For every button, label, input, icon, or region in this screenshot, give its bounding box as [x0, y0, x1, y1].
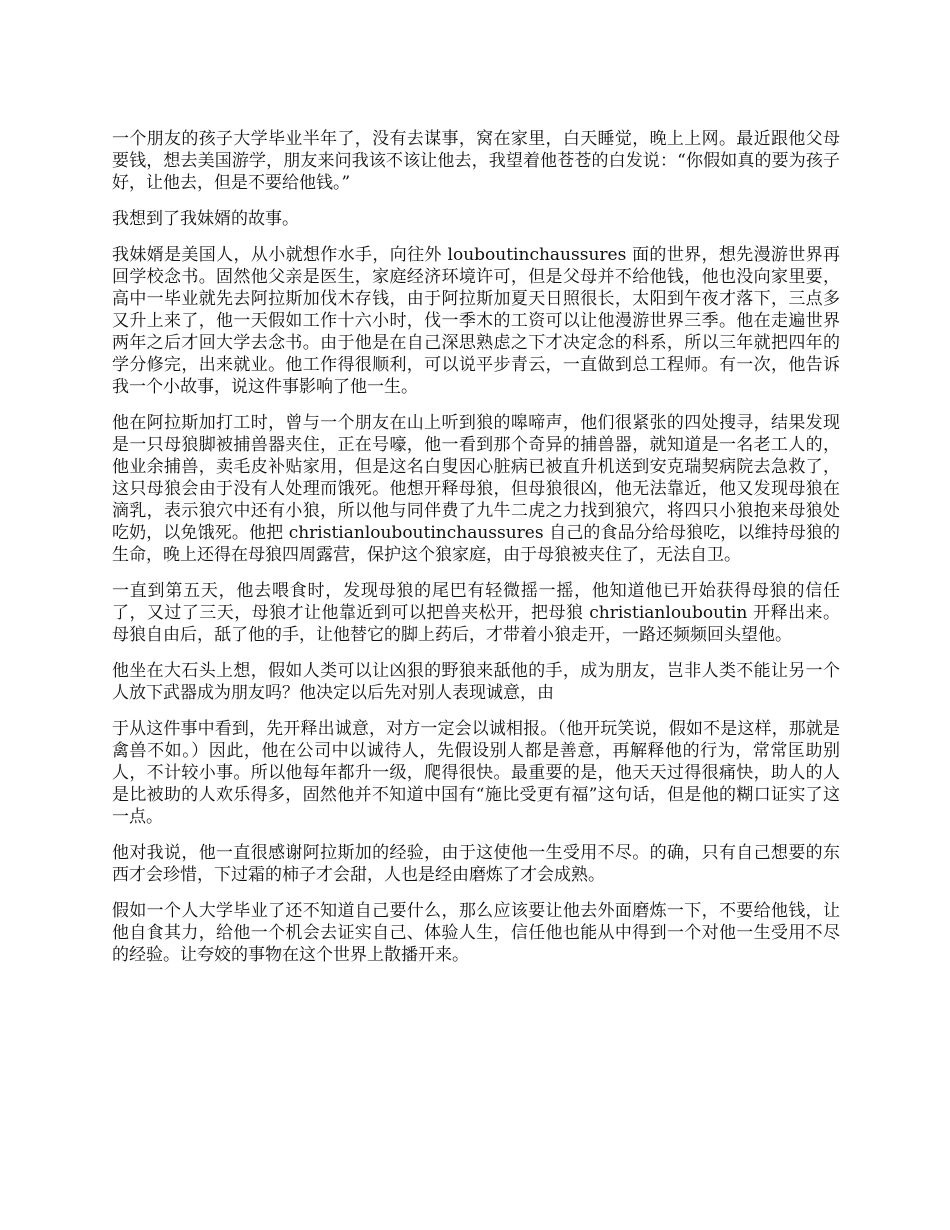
paragraph-1: 一个朋友的孩子大学毕业半年了，没有去谋事，窝在家里，白天睡觉，晚上上网。最近跟他父母要钱，想去美国游学，朋友来问我该不该让他去，我望着他苍苍的白发说：“你假如真的要为孩子好，让他去，但是不要给他钱。”: [112, 129, 840, 193]
paragraph-3: 我妹婿是美国人，从小就想作水手，向往外 louboutinchaussures 面的世界，想先漫游世界再回学校念书。固然他父亲是医生，家庭经济环境许可，但是父母并不给他钱，他也没向家里要，高中一毕业就先去阿拉斯加伐木存钱，由于阿拉斯加夏天日照很长，太阳到午夜才落下，三点多又升上来了，他一天假如工作十六小时，伐一季木的工资可以让他漫游世界三季。他在走遍世界两年之后才回大学去念书。由于他是在自己深思熟虑之下才决定念的科系，所以三年就把四年的学分修完，出来就业。他工作得很顺利，可以说平步青云，一直做到总工程师。有一次，他告诉我一个小故事，说这件事影响了他一生。: [112, 245, 840, 397]
paragraph-2: 我想到了我妹婿的故事。: [112, 209, 299, 229]
document-page: [112, 128, 840, 980]
paragraph-5: 一直到第五天，他去喂食时，发现母狼的尾巴有轻微摇一摇，他知道他已开始获得母狼的信任了，又过了三天，母狼才让他靠近到可以把兽夹松开，把母狼 christianlouboutin 开释出来。母狼自由后，舐了他的手，让他替它的脚上药后，才带着小狼走开，一路还频频回头望他。: [112, 581, 840, 645]
paragraph-6: 他坐在大石头上想，假如人类可以让凶狠的野狼来舐他的手，成为朋友，岂非人类不能让另一个人放下武器成为朋友吗？他决定以后先对别人表现诚意，由: [112, 661, 840, 703]
paragraph-8: 他对我说，他一直很感谢阿拉斯加的经验，由于这使他一生受用不尽。的确，只有自己想要的东西才会珍惜，下过霜的柿子才会甜，人也是经由磨炼了才会成熟。: [112, 843, 840, 885]
paragraph-4: 他在阿拉斯加打工时，曾与一个朋友在山上听到狼的嗥啼声，他们很紧张的四处搜寻，结果发现是一只母狼脚被捕兽器夹住，正在号嚎，他一看到那个奇异的捕兽器，就知道是一名老工人的，他业余捕兽，卖毛皮补贴家用，但是这名白叟因心脏病已被直升机送到安克瑞契病院去急救了，这只母狼会由于没有人处理而饿死。他想开释母狼，但母狼很凶，他无法靠近，他又发现母狼在滴乳，表示狼穴中还有小狼，所以他与同伴费了九牛二虎之力找到狼穴，将四只小狼抱来母狼处吃奶，以免饿死。他把 christianlouboutinchaussures 自己的食品分给母狼吃，以维持母狼的生命，晚上还得在母狼四周露营，保护这个狼家庭，由于母狼被夹住了，无法自卫。: [112, 413, 840, 565]
paragraph-9: 假如一个人大学毕业了还不知道自己要什么，那么应该要让他去外面磨炼一下，不要给他钱，让他自食其力，给他一个机会去证实自己、体验人生，信任他也能从中得到一个对他一生受用不尽的经验。让夸姣的事物在这个世界上散播开来。: [112, 901, 840, 965]
paragraph-7: 于从这件事中看到，先开释出诚意，对方一定会以诚相报。（他开玩笑说，假如不是这样，那就是禽兽不如。）因此，他在公司中以诚待人，先假设别人都是善意，再解释他的行为，常常匡助别人，不计较小事。所以他每年都升一级，爬得很快。最重要的是，他天天过得很痛快，助人的人是比被助的人欢乐得多，固然他并不知道中国有“施比受更有福”这句话，但是他的糊口证实了这一点。: [112, 719, 840, 827]
